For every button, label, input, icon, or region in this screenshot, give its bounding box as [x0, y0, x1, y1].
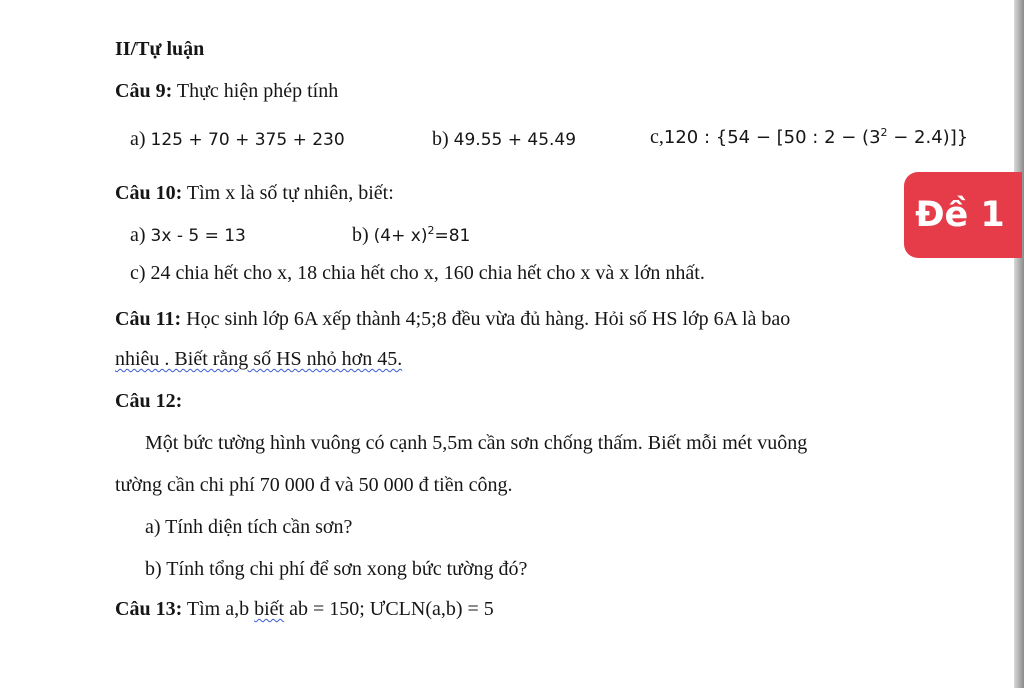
question-9c-exponent: 2 [880, 126, 888, 139]
question-9b [432, 128, 576, 151]
question-9c-label: c, [650, 126, 664, 148]
question-13-text-start: Tìm a,b [186, 598, 250, 620]
question-10c: c) 24 chia hết cho x, 18 chia hết cho x, 160 chia hết cho x và x lớn nhất. [130, 262, 705, 284]
question-11-line-1: Học sinh lớp 6A xếp thành 4;5;8 đều vừa đủ hàng. Hỏi số HS lớp 6A là bao [186, 308, 791, 330]
question-12a: a) Tính diện tích cần sơn? [145, 516, 353, 538]
question-10b-exponent: 2 [427, 224, 435, 237]
question-9-label: Câu 9: [115, 80, 173, 102]
question-9-prompt: Thực hiện phép tính [176, 80, 339, 102]
question-9c-expression-start: 120 : {54 − [50 : 2 − (3 [663, 127, 881, 148]
question-10b-expression [374, 226, 471, 246]
question-11-line-2: nhiêu . Biết rằng số HS nhỏ hơn 45. [115, 348, 403, 370]
question-13 [115, 598, 494, 621]
question-10a [130, 224, 246, 247]
question-13-label: Câu 13: [115, 598, 183, 620]
question-9 [115, 80, 338, 103]
question-10b-expression-end: =81 [434, 226, 471, 246]
question-10-prompt: Tìm x là số tự nhiên, biết: [186, 182, 394, 204]
question-11-label: Câu 11: [115, 308, 182, 330]
page-edge-shadow [1014, 0, 1024, 688]
question-12-line-2: tường cần chi phí 70 000 đ và 50 000 đ tiền công. [115, 474, 513, 496]
question-9b-label: b) [432, 128, 449, 150]
question-9a [130, 128, 345, 151]
question-10b-label: b) [352, 224, 369, 246]
question-9c-expression-end: − 2.4)]} [887, 127, 969, 148]
question-12b: b) Tính tổng chi phí để sơn xong bức tường đó? [145, 558, 528, 580]
exam-version-badge: Đề 1 [904, 172, 1022, 258]
question-10b-expression-start: (4+ x) [373, 226, 428, 246]
question-13-text-end: ab = 150; ƯCLN(a,b) = 5 [289, 598, 494, 620]
question-13-text-mid: biết [254, 598, 285, 620]
question-10a-expression: 3x - 5 = 13 [150, 226, 246, 246]
section-title: II/Tự luận [115, 38, 205, 60]
question-10b [352, 224, 470, 247]
question-9b-expression: 49.55 + 45.49 [453, 130, 577, 150]
question-9c [650, 126, 968, 149]
question-12-line-1: Một bức tường hình vuông có cạnh 5,5m cần sơn chống thấm. Biết mỗi mét vuông [145, 432, 808, 454]
question-9a-label: a) [130, 128, 146, 150]
question-10 [115, 182, 394, 205]
question-10a-label: a) [130, 224, 146, 246]
question-9c-expression [664, 127, 968, 148]
question-10-label: Câu 10: [115, 182, 183, 204]
question-9a-expression: 125 + 70 + 375 + 230 [150, 130, 345, 150]
question-12-label: Câu 12: [115, 390, 183, 412]
question-11 [115, 308, 790, 331]
